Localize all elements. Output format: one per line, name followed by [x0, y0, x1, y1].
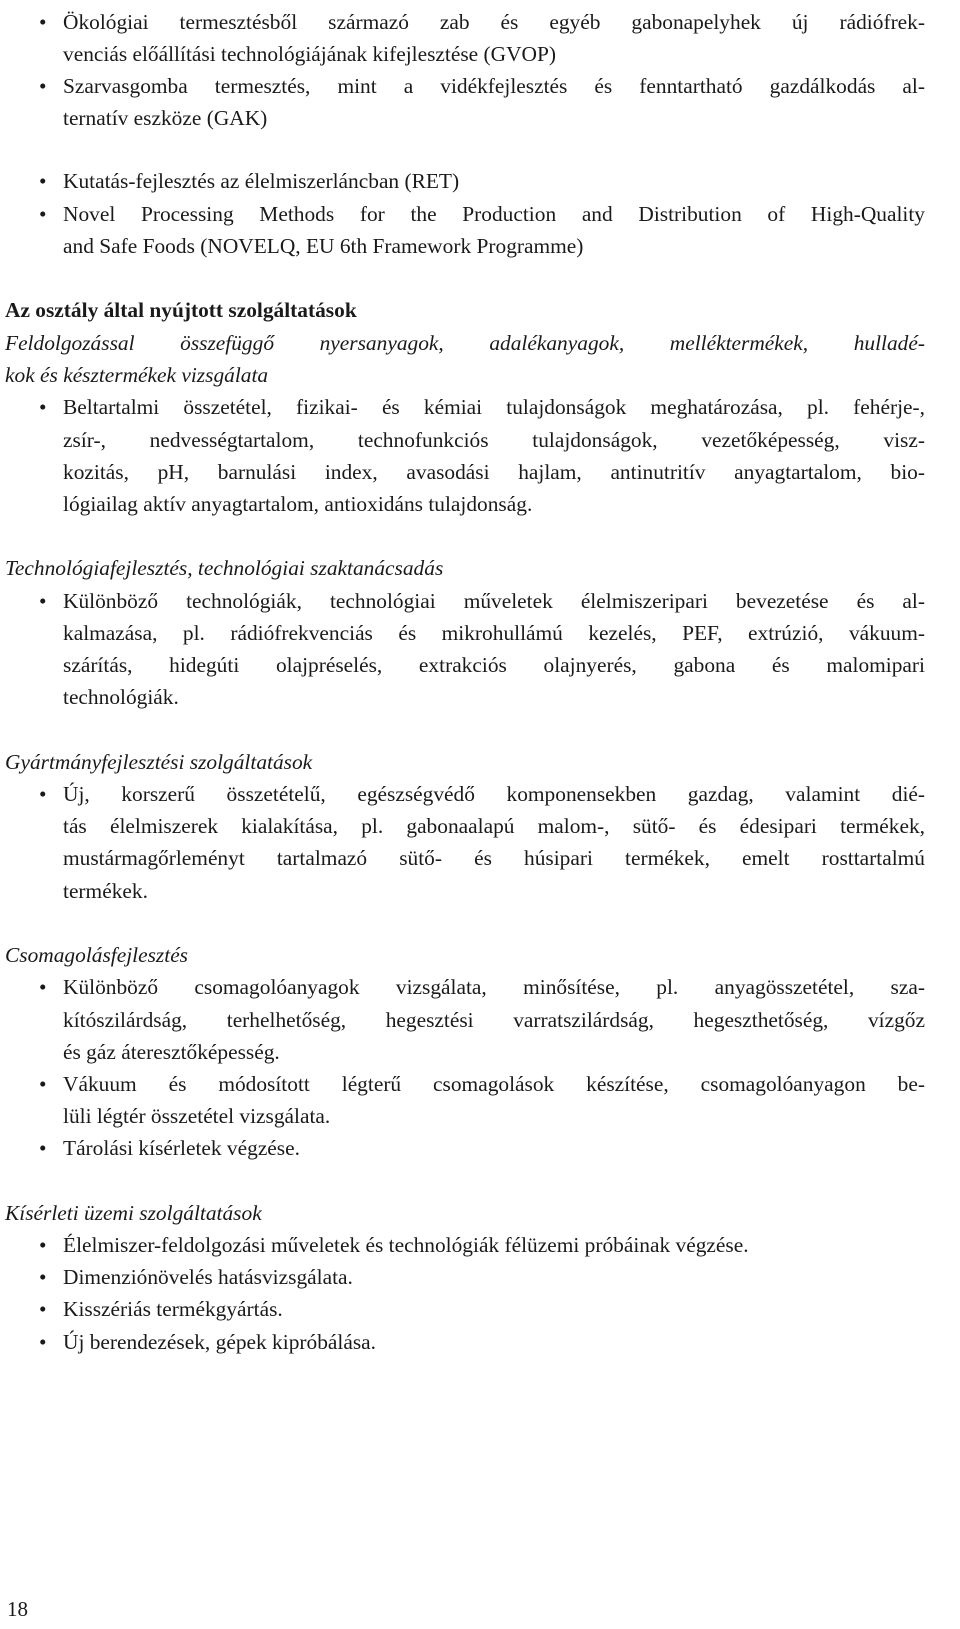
list-item-line: Különböző technológiák, technológiai műveletek élelmiszeripari bevezetése és al- — [63, 589, 925, 613]
bullet: • — [39, 1330, 47, 1354]
bullet: • — [39, 395, 47, 419]
list-item-line: mustármagőrleményt tartalmazó sütő- és húsipari termékek, emelt rosttartalmú — [63, 846, 925, 870]
list-item-line: Novel Processing Methods for the Production and Distribution of High-Quality — [63, 202, 925, 226]
bullet: • — [39, 782, 47, 806]
list-item-line: termékek. — [63, 879, 148, 903]
bullet: • — [39, 10, 47, 34]
bullet: • — [39, 169, 47, 193]
list-item-line: zsír-, nedvességtartalom, technofunkciós tulajdonságok, vezetőképesség, visz- — [63, 428, 925, 452]
list-item-line: Tárolási kísérletek végzése. — [63, 1136, 300, 1160]
subheading-line: Kísérleti üzemi szolgáltatások — [5, 1201, 262, 1225]
list-item-line: Kisszériás termékgyártás. — [63, 1297, 283, 1321]
list-item-line: Különböző csomagolóanyagok vizsgálata, minősítése, pl. anyagösszetétel, sza- — [63, 975, 925, 999]
list-item-line: Új berendezések, gépek kipróbálása. — [63, 1330, 376, 1354]
list-item-line: Kutatás-fejlesztés az élelmiszerláncban (RET) — [63, 169, 460, 193]
bullet: • — [39, 975, 47, 999]
section-heading: Az osztály által nyújtott szolgáltatások — [5, 298, 357, 322]
list-item-line: Ökológiai termesztésből származó zab és egyéb gabonapelyhek új rádiófrek- — [63, 10, 925, 34]
bullet: • — [39, 1265, 47, 1289]
subheading-line: Csomagolásfejlesztés — [5, 943, 189, 967]
page-number: 18 — [7, 1597, 28, 1621]
bullet: • — [39, 589, 47, 613]
list-item-line: venciás előállítási technológiájának kifejlesztése (GVOP) — [63, 42, 556, 66]
list-item-line: ternatív eszköze (GAK) — [63, 106, 268, 130]
list-item-line: Új, korszerű összetételű, egészségvédő komponensekben gazdag, valamint dié- — [63, 782, 925, 806]
subheading-line: kok és késztermékek vizsgálata — [5, 363, 269, 387]
bullet: • — [39, 202, 47, 226]
subheading-line: Technológiafejlesztés, technológiai szaktanácsadás — [5, 556, 444, 580]
bullet: • — [39, 1136, 47, 1160]
list-item-line: Szarvasgomba termesztés, mint a vidékfejlesztés és fenntartható gazdálkodás al- — [63, 74, 925, 98]
list-item-line: technológiák. — [63, 685, 179, 709]
list-item-line: kítószilárdság, terhelhetőség, hegesztési varratszilárdság, hegeszthetőség, vízgőz — [63, 1008, 925, 1032]
list-item-line: lógiailag aktív anyagtartalom, antioxidáns tulajdonság. — [63, 492, 533, 516]
list-item-line: és gáz áteresztőképesség. — [63, 1040, 280, 1064]
list-item-line: szárítás, hidegúti olajpréselés, extrakciós olajnyerés, gabona és malomipari — [63, 653, 925, 677]
list-item-line: Dimenziónövelés hatásvizsgálata. — [63, 1265, 353, 1289]
subheading-line: Feldolgozással összefüggő nyersanyagok, adalékanyagok, melléktermékek, hulladé- — [5, 331, 925, 355]
bullet: • — [39, 1297, 47, 1321]
bullet: • — [39, 74, 47, 98]
bullet: • — [39, 1233, 47, 1257]
bullet: • — [39, 1072, 47, 1096]
list-item-line: and Safe Foods (NOVELQ, EU 6th Framework Programme) — [63, 234, 584, 258]
list-item-line: tás élelmiszerek kialakítása, pl. gabonaalapú malom-, sütő- és édesipari termékek, — [63, 814, 925, 838]
list-item-line: Beltartalmi összetétel, fizikai- és kémiai tulajdonságok meghatározása, pl. fehérje-, — [63, 395, 925, 419]
list-item-line: lüli légtér összetétel vizsgálata. — [63, 1104, 331, 1128]
list-item-line: kalmazása, pl. rádiófrekvenciás és mikrohullámú kezelés, PEF, extrúzió, vákuum- — [63, 621, 925, 645]
list-item-line: kozitás, pH, barnulási index, avasodási hajlam, antinutritív anyagtartalom, bio- — [63, 460, 925, 484]
list-item-line: Élelmiszer-feldolgozási műveletek és technológiák félüzemi próbáinak végzése. — [63, 1233, 749, 1257]
subheading-line: Gyártmányfejlesztési szolgáltatások — [5, 750, 313, 774]
list-item-line: Vákuum és módosított légterű csomagolások készítése, csomagolóanyagon be- — [63, 1072, 925, 1096]
